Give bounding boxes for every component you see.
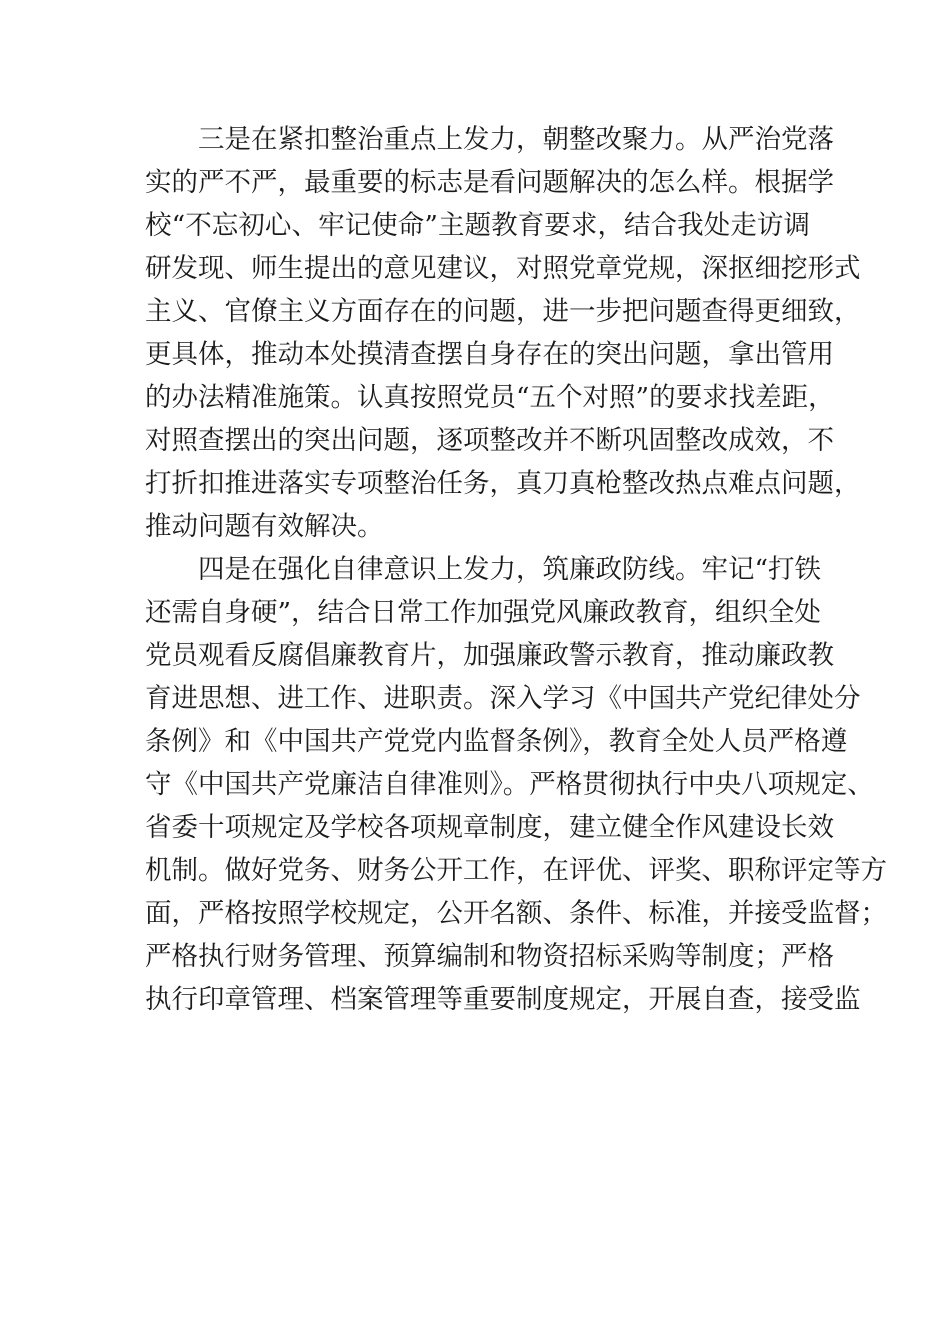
- document-body: [145, 118, 887, 1021]
- text-line: 严格执行财务管理、预算编制和物资招标采购等制度；严格: [145, 941, 834, 972]
- text-line: 主义、官僚主义方面存在的问题，进一步把问题查得更细致，: [145, 296, 861, 327]
- text-line: 的办法精准施策。认真按照党员“五个对照”的要求找差距，: [145, 382, 835, 413]
- text-line: 党员观看反腐倡廉教育片，加强廉政警示教育，推动廉政教: [145, 640, 834, 671]
- text-line: 执行印章管理、档案管理等重要制度规定，开展自查，接受监: [145, 984, 861, 1015]
- text-line: 机制。做好党务、财务公开工作，在评优、评奖、职称评定等方: [145, 855, 887, 886]
- text-line: 对照查摆出的突出问题，逐项整改并不断巩固整改成效，不: [145, 425, 834, 456]
- text-line: 更具体，推动本处摸清查摆自身存在的突出问题，拿出管用: [145, 339, 834, 370]
- paragraph-rectification: [145, 118, 861, 548]
- text-line: 研发现、师生提出的意见建议，对照党章党规，深抠细挖形式: [145, 253, 861, 284]
- paragraph-self-discipline: [145, 548, 887, 1021]
- text-line: 育进思想、进工作、进职责。深入学习《中国共产党纪律处分: [145, 683, 861, 714]
- text-line: 打折扣推进落实专项整治任务，真刀真枪整改热点难点问题，: [145, 468, 861, 499]
- text-line: 还需自身硬”，结合日常工作加强党风廉政教育，组织全处: [145, 597, 822, 628]
- text-line: 实的严不严，最重要的标志是看问题解决的怎么样。根据学: [145, 167, 834, 198]
- text-line: 面，严格按照学校规定，公开名额、条件、标准，并接受监督；: [145, 898, 887, 929]
- text-line: 四是在强化自律意识上发力，筑廉政防线。牢记“打铁: [198, 554, 822, 585]
- text-line: 三是在紧扣整治重点上发力，朝整改聚力。从严治党落: [198, 124, 834, 155]
- text-line: 校“不忘初心、牢记使命”主题教育要求，结合我处走访调: [145, 210, 810, 241]
- text-line: 条例》和《中国共产党党内监督条例》，教育全处人员严格遵: [145, 726, 848, 757]
- text-line: 省委十项规定及学校各项规章制度，建立健全作风建设长效: [145, 812, 834, 843]
- text-line: 守《中国共产党廉洁自律准则》。严格贯彻执行中央八项规定、: [145, 769, 874, 800]
- text-line: 推动问题有效解决。: [145, 511, 384, 542]
